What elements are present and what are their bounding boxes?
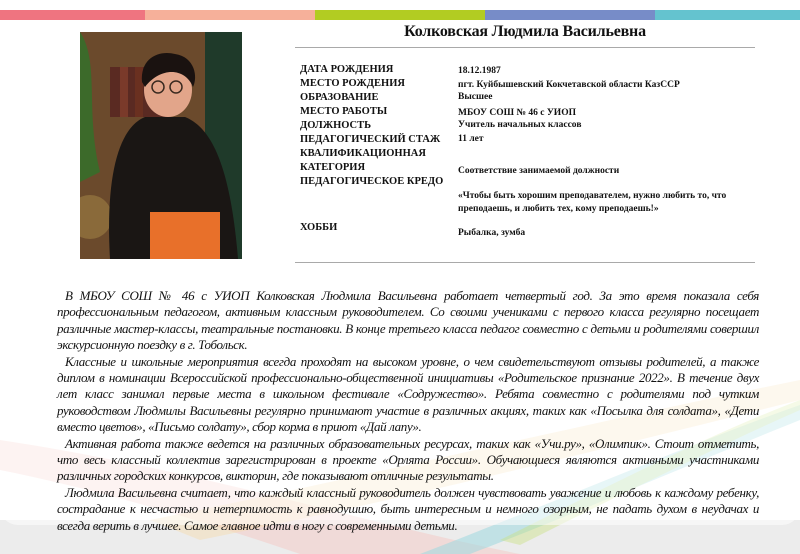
value-credo: «Чтобы быть хорошим преподавателем, нужно любить то, что преподаешь, и любить тех, кому преподаешь!» (458, 191, 727, 214)
label-education: ОБРАЗОВАНИЕ (300, 92, 379, 103)
stripe-segment (485, 10, 655, 20)
value-education: Высшее (458, 92, 493, 102)
value-category: Соответствие занимаемой должности (458, 166, 620, 176)
label-credo: ПЕДАГОГИЧЕСКОЕ КРЕДО (300, 176, 444, 187)
value-birth-place: пгт. Куйбышевский Кокчетавской области КазССР (458, 80, 680, 90)
value-birth-date: 18.12.1987 (458, 66, 501, 76)
field-labels (300, 63, 443, 235)
description-text (57, 288, 759, 534)
value-hobby: Рыбалка, зумба (458, 228, 526, 238)
label-category: КАТЕГОРИЯ (300, 162, 366, 173)
stripe-segment (145, 10, 315, 20)
stripe-segment (315, 10, 485, 20)
label-position: ДОЛЖНОСТЬ (300, 120, 372, 131)
value-experience: 11 лет (458, 134, 484, 144)
paragraph: Классные и школьные мероприятия всегда проходят на высоком уровне, о чем свидетельствуют отзывы родителей, а также диплом в номинации Всероссийской профессионально-общественной инициативы «Родительское признание 2022». В течение двух лет класс занимал первые места в школьном фестивале «Содружество». Ребята совместно с родителями под чутким руководством Людмилы Васильевны регулярно принимают участие в различных акциях, таких как «Посылка для солдата», «Дети вместо цветов», «Письмо солдату», сбор корма в приют «Дай лапу». (57, 353, 759, 435)
label-birth-place: МЕСТО РОЖДЕНИЯ (300, 78, 405, 89)
teacher-name: Колковская Людмила Васильевна (404, 23, 646, 40)
label-birth-date: ДАТА РОЖДЕНИЯ (300, 64, 394, 75)
divider (295, 262, 755, 263)
color-stripe (0, 10, 800, 20)
divider (295, 47, 755, 48)
teacher-photo (80, 32, 242, 259)
label-experience: ПЕДАГОГИЧЕСКИЙ СТАЖ (300, 134, 441, 145)
stripe-segment (655, 10, 800, 20)
stripe-segment (0, 10, 145, 20)
paragraph: Активная работа также ведется на различных образовательных ресурсах, таких как «Учи.ру», «Олимпик». Стоит отметить, что весь классный коллектив зарегистрирован в проекте «Орлята России». Обучающиеся являются активными участниками различных городских конкурсов, викторин, где показывают отличные результаты. (57, 435, 759, 484)
label-qualification: КВАЛИФИКАЦИОННАЯ (300, 148, 426, 159)
paragraph: Людмила Васильевна считает, что каждый классный руководитель должен чувствовать уважение и любовь к каждому ребенку, сострадание к несчастью и нетерпимость к равнодушию, быть интересным и немного озорным, не падать духом в неудачах и всегда верить в лучшее. Самое главное идти в ногу с современными детьми. (57, 484, 759, 533)
paragraph: В МБОУ СОШ № 46 с УИОП Колковская Людмила Васильевна работает четвертый год. За это время показала себя профессиональным педагогом, активным классным руководителем. Со своими учениками с первого класса регулярно посещает различные мастер-классы, театральные постановки. В конце третьего класса педагог совместно с детьми и родителями совершил экскурсионную поездку в г. Тобольск. (57, 288, 759, 353)
label-hobby: ХОББИ (300, 222, 338, 233)
value-workplace: МБОУ СОШ № 46 с УИОП (458, 108, 576, 118)
label-workplace: МЕСТО РАБОТЫ (300, 106, 388, 117)
value-position: Учитель начальных классов (458, 120, 582, 130)
